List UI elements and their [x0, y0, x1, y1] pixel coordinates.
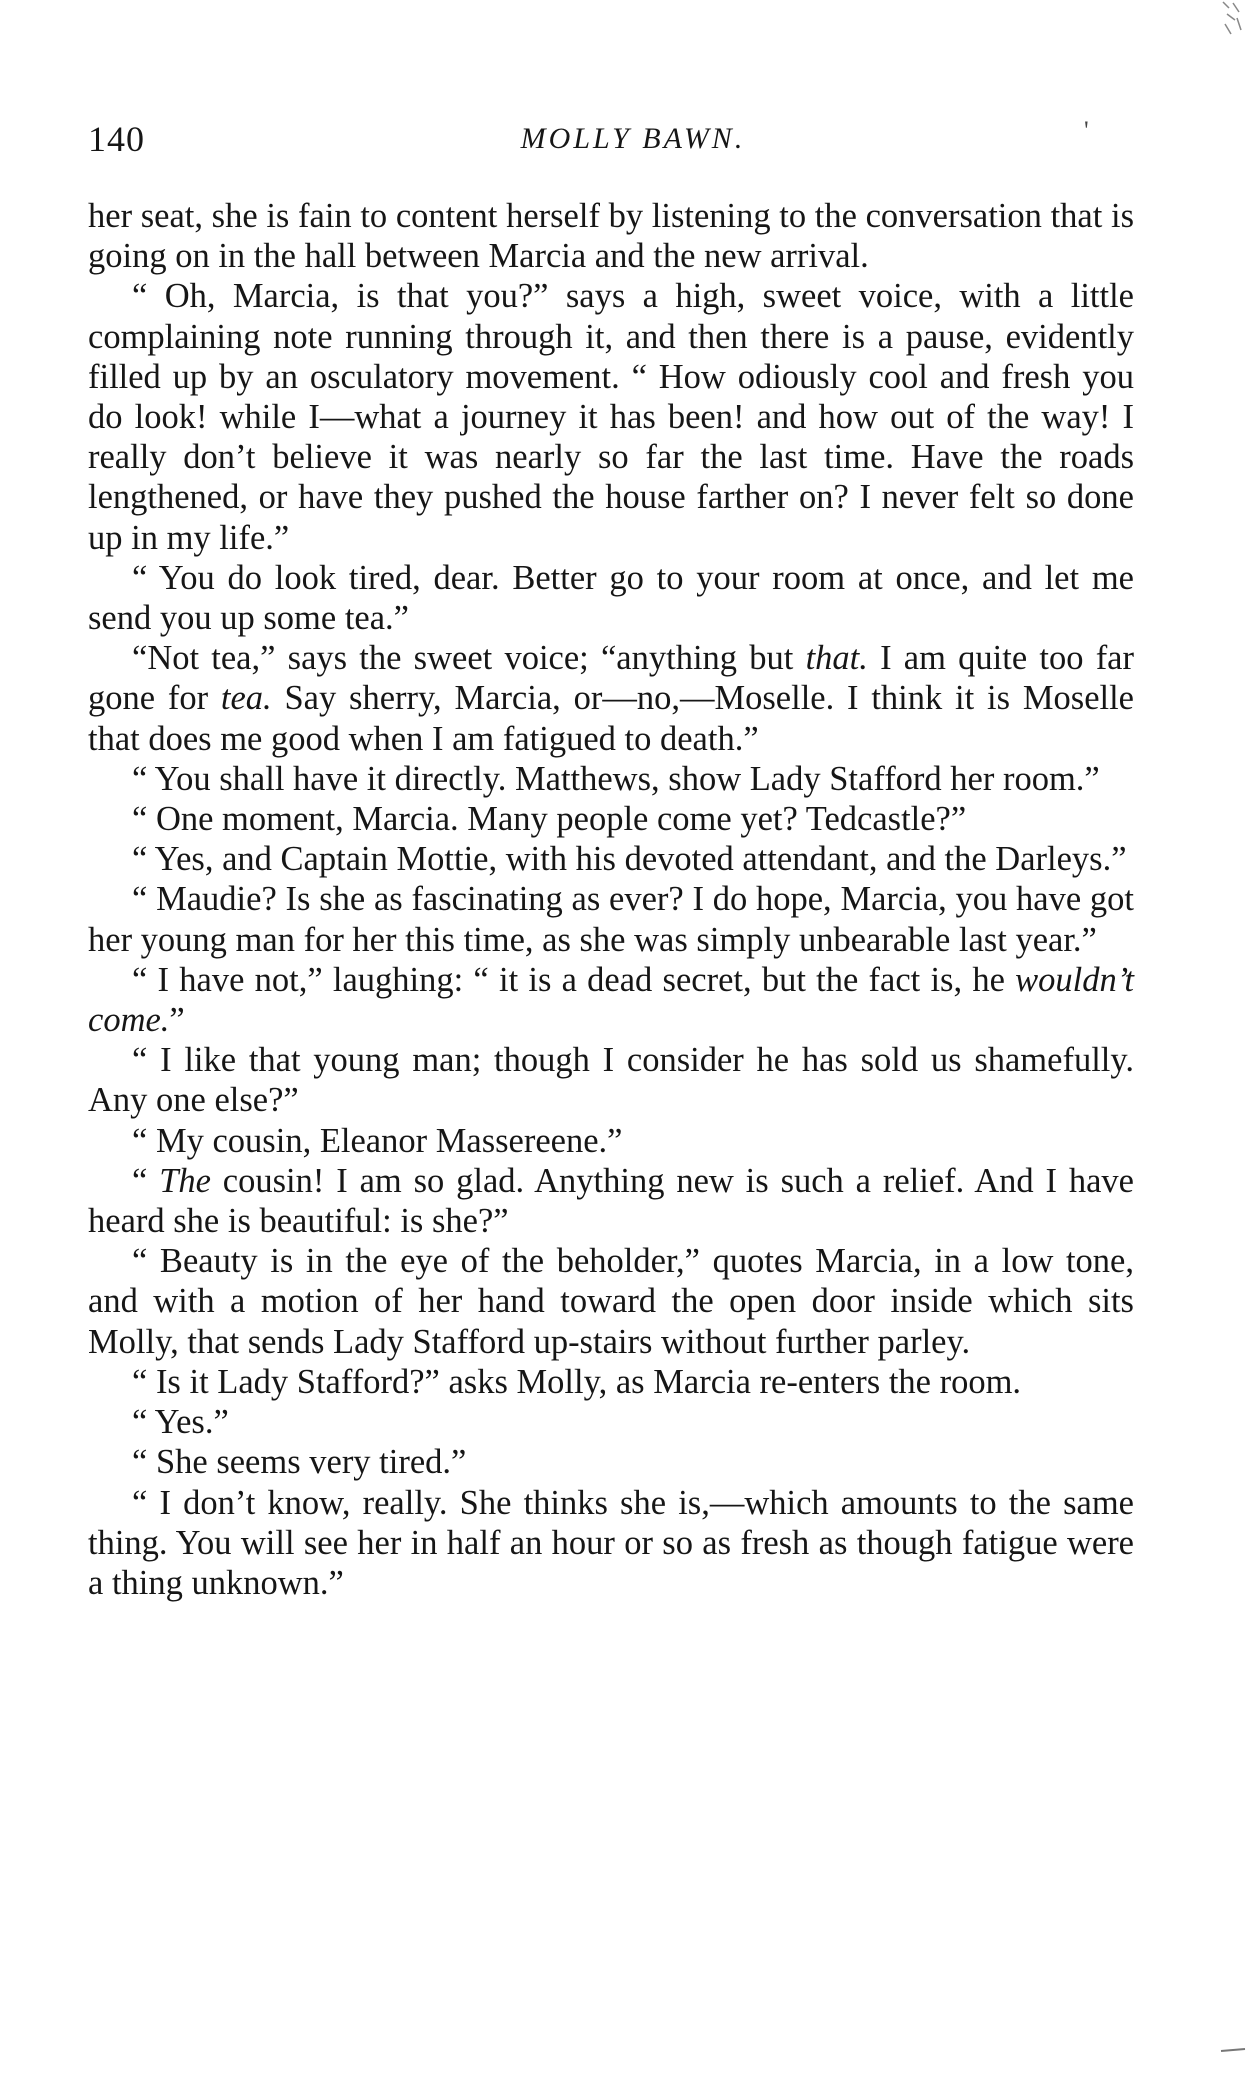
paragraph: “ Yes, and Captain Mottie, with his devoted attendant, and the Darleys.” — [132, 840, 1127, 879]
paragraph: “ Beauty is in the eye of the beholder,” quotes Marcia, in a low tone, and with a motion of her hand toward the open door inside which sits Molly, that sends Lady Stafford up-stairs without further parley. — [88, 1242, 1134, 1361]
paragraph: “ Oh, Marcia, is that you?” says a high, sweet voice, with a little complaining note running through it, and then there is a pause, evidently filled up by an osculatory movement. “ How odiously cool and fresh you do look! while I—what a journey it has been! and how out of the way! I really don’t believe it was nearly so far the last time. Have the roads lengthened, or have they pushed the house farther on? I never felt so done up in my life.” — [88, 277, 1134, 557]
italic-text: The — [159, 1161, 211, 1200]
paragraph: “ One moment, Marcia. Many people come yet? Tedcastle?” — [132, 800, 967, 839]
running-title: MOLLY BAWN. — [520, 122, 746, 155]
stray-mark: ' — [1084, 116, 1089, 145]
scan-edge-mark-bottom — [1219, 2043, 1247, 2053]
paragraph — [88, 1161, 1134, 1241]
paragraph: “ You do look tired, dear. Better go to your room at once, and let me send you up some tea.” — [88, 558, 1134, 638]
text-run: “ I have not,” laughing: “ it is a dead secret, but the fact is, he — [132, 960, 1016, 999]
body-text — [88, 196, 1134, 1603]
scan-edge-mark — [1219, 0, 1245, 38]
paragraph — [88, 638, 1134, 759]
paragraph: “ She seems very tired.” — [132, 1443, 467, 1482]
text-run: “Not tea,” says the sweet voice; “anything but — [132, 639, 806, 678]
page-number: 140 — [88, 119, 145, 159]
paragraph: “ I don’t know, really. She thinks she is,—which amounts to the same thing. You will see her in half an hour or so as fresh as though fatigue were a thing unknown.” — [88, 1483, 1134, 1602]
paragraph: “ You shall have it directly. Matthews, show Lady Stafford her room.” — [132, 759, 1100, 798]
text-run: I am quite too far gone for — [88, 639, 1134, 718]
text-run: “ — [132, 1161, 160, 1200]
italic-text: that. — [805, 639, 868, 678]
paragraph: her seat, she is fain to content herself by listening to the conversation that is going on in the hall between Marcia and the new arrival. — [88, 197, 1134, 276]
paragraph: “ I like that young man; though I consider he has sold us shamefully. Any one else?” — [88, 1041, 1134, 1120]
paragraph: “ Yes.” — [132, 1403, 229, 1442]
paragraph: “ My cousin, Eleanor Massereene.” — [132, 1121, 623, 1160]
italic-text: wouldn’t come. — [88, 960, 1134, 1040]
page-header — [88, 118, 1138, 168]
paragraph — [88, 960, 1134, 1040]
paragraph: “ Is it Lady Stafford?” asks Molly, as Marcia re-enters the room. — [132, 1362, 1022, 1401]
paragraph: “ Maudie? Is she as fascinating as ever? I do hope, Marcia, you have got her young man for her this time, as she was simply unbearable last year.” — [88, 880, 1134, 959]
text-run: Say sherry, Marcia, or—no,—Moselle. I think it is Moselle that does me good when I am fatigued to death.” — [88, 679, 1134, 758]
text-run: ” — [169, 1001, 185, 1040]
italic-text: tea. — [220, 679, 272, 718]
text-run: cousin! I am so glad. Anything new is such a relief. And I have heard she is beautiful: is she?” — [88, 1161, 1134, 1241]
